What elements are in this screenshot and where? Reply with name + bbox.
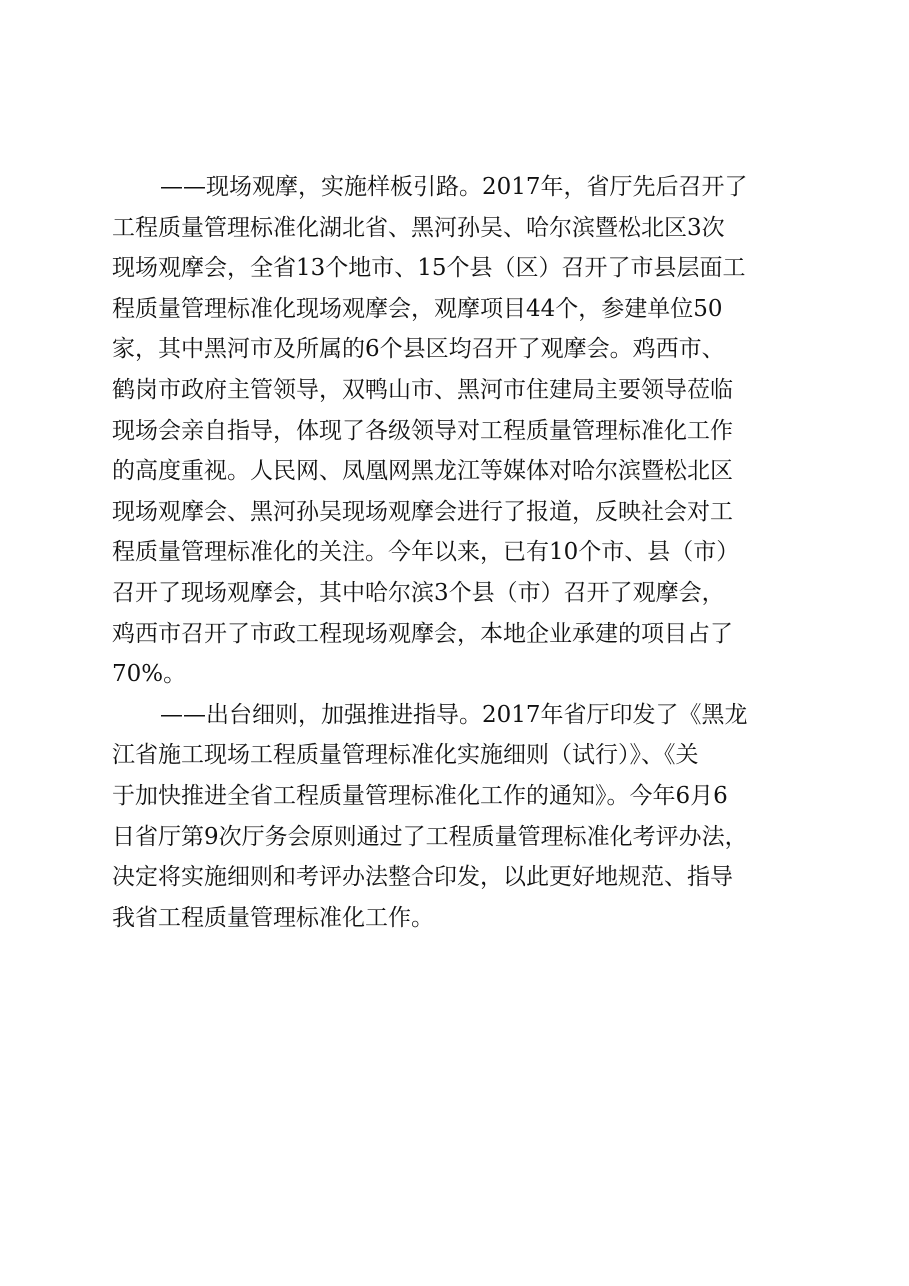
paragraph-line: ——现场观摩，实施样板引路。2017年，省厅先后召开了: [160, 174, 748, 200]
paragraph-line: 现场观摩会，全省13个地市、15个县（区）召开了市县层面工: [112, 255, 746, 282]
paragraph-line: 70%。: [112, 661, 187, 688]
paragraph-line: 我省工程质量管理标准化工作。: [112, 904, 434, 931]
paragraph-line: 江省施工现场工程质量管理标准化实施细则（试行）》、《关: [112, 742, 699, 769]
paragraph-line: 的高度重视。人民网、凤凰网黑龙江等媒体对哈尔滨暨松北区: [112, 458, 733, 485]
paragraph-line: 程质量管理标准化的关注。今年以来，已有10个市、县（市）: [112, 539, 740, 566]
paragraph-line: 程质量管理标准化现场观摩会，观摩项目44个，参建单位50: [112, 295, 723, 322]
paragraph-line: 鸡西市召开了市政工程现场观摩会，本地企业承建的项目占了: [112, 620, 733, 647]
document-body: [112, 167, 802, 938]
paragraph-site-observation: [112, 167, 802, 695]
paragraph-line: 鹤岗市政府主管领导，双鸭山市、黑河市住建局主要领导莅临: [112, 376, 733, 403]
paragraph-line: 现场会亲自指导，体现了各级领导对工程质量管理标准化工作: [112, 417, 733, 444]
paragraph-line: 现场观摩会、黑河孙吴现场观摩会进行了报道，反映社会对工: [112, 498, 733, 525]
paragraph-line: 于加快推进全省工程质量管理标准化工作的通知》。今年6月6: [112, 782, 728, 809]
paragraph-line: 日省厅第9次厅务会原则通过了工程质量管理标准化考评办法，: [112, 823, 748, 850]
paragraph-line: 家，其中黑河市及所属的6个县区均召开了观摩会。鸡西市、: [112, 336, 725, 363]
paragraph-line: ——出台细则，加强推进指导。2017年省厅印发了《黑龙: [160, 701, 748, 728]
paragraph-detailed-rules: [112, 695, 802, 939]
paragraph-line: 召开了现场观摩会，其中哈尔滨3个县（市）召开了观摩会，: [112, 579, 725, 606]
paragraph-line: 工程质量管理标准化湖北省、黑河孙吴、哈尔滨暨松北区3次: [112, 214, 725, 241]
paragraph-line: 决定将实施细则和考评办法整合印发，以此更好地规范、指导: [112, 864, 733, 891]
